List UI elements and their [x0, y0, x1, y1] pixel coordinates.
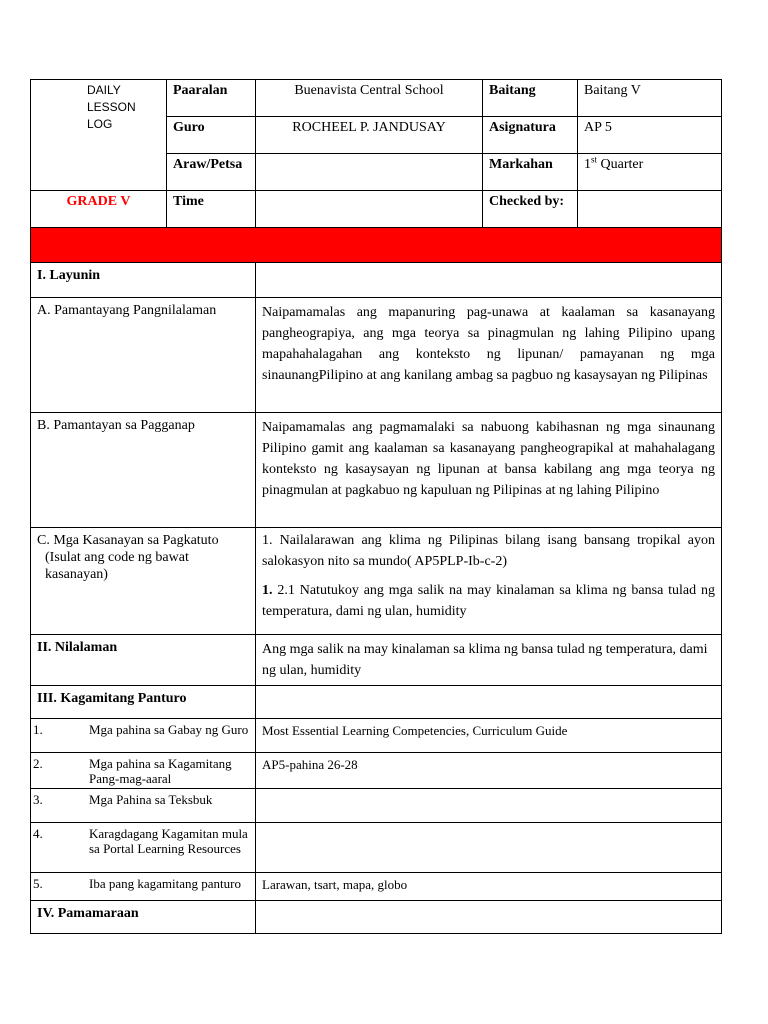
- kagamitan-item-value: Larawan, tsart, mapa, globo: [256, 873, 722, 901]
- red-separator-row: [31, 228, 722, 263]
- item-label: Mga pahina sa Gabay ng Guro: [89, 722, 249, 737]
- kagamitang-panturo-heading: III. Kagamitang Panturo: [31, 686, 256, 719]
- kasanayan-sa-pagkatuto-label: [31, 528, 256, 635]
- kagamitan-item-label: [31, 823, 256, 873]
- baitang-label: Baitang: [483, 80, 578, 117]
- pamamaraan-row: [31, 901, 722, 934]
- kagamitang-panturo-value: [256, 686, 722, 719]
- kasanayan-sa-pagkatuto-value: [256, 528, 722, 635]
- time-value: [256, 191, 483, 228]
- red-separator-bar: [31, 228, 722, 263]
- kagamitan-item-row: [31, 719, 722, 753]
- item-number: 5.: [33, 876, 43, 891]
- dll-title-line2: LESSON: [87, 100, 136, 114]
- kagamitan-item-label: [31, 873, 256, 901]
- markahan-number: 1: [584, 157, 591, 172]
- lesson-log-table: [30, 79, 722, 934]
- nilalaman-row: [31, 635, 722, 686]
- kagamitan-item-label: [31, 719, 256, 753]
- nilalaman-heading: II. Nilalaman: [31, 635, 256, 686]
- guro-label: Guro: [167, 117, 256, 154]
- layunin-value: [256, 263, 722, 298]
- time-label: Time: [167, 191, 256, 228]
- kagamitan-item-value: [256, 789, 722, 823]
- kagamitan-item-label: [31, 753, 256, 789]
- layunin-heading: I. Layunin: [31, 263, 256, 298]
- grade-label: GRADE V: [31, 191, 167, 228]
- checked-by-label: Checked by:: [483, 191, 578, 228]
- paaralan-value: Buenavista Central School: [256, 80, 483, 117]
- kasanayan-title: C. Mga Kasanayan sa Pagkatuto: [37, 533, 219, 548]
- dll-title-line3: LOG: [87, 117, 113, 131]
- item-label: Iba pang kagamitang panturo: [89, 876, 241, 891]
- pamantayang-pangnilalaman-label: A. Pamantayang Pangnilalaman: [31, 298, 256, 413]
- pamantayang-pangnilalaman-value: Naipamamalas ang mapanuring pag-unawa at kaalaman sa kasanayang pangheograpiya, ang mga teorya sa pinagmulan ng lahing Pilipino upang mapahahalagahan ang konteksto ng lipunan/ pamayanan ng mga sinaunangPilipino at ang kanilang ambag sa pagbuo ng kasaysayan ng Pilipinas: [256, 298, 722, 413]
- kasanayan-subtitle: (Isulat ang code ng bawat kasanayan): [45, 550, 189, 582]
- pamantayang-pangnilalaman-row: [31, 298, 722, 413]
- kasanayan-item-2-number: 1.: [262, 583, 273, 598]
- item-label: Mga pahina sa Kagamitang Pang-mag-aaral: [89, 756, 232, 786]
- kagamitan-item-row: [31, 823, 722, 873]
- item-number: 4.: [33, 826, 43, 841]
- markahan-quarter: Quarter: [600, 157, 644, 172]
- kagamitang-panturo-row: [31, 686, 722, 719]
- kagamitan-item-row: [31, 789, 722, 823]
- araw-value: [256, 154, 483, 191]
- kasanayan-sa-pagkatuto-row: [31, 528, 722, 635]
- kagamitan-item-value: AP5-pahina 26-28: [256, 753, 722, 789]
- nilalaman-value: Ang mga salik na may kinalaman sa klima ng bansa tulad ng temperatura, dami ng ulan, humidity: [256, 635, 722, 686]
- item-label: Mga Pahina sa Teksbuk: [89, 792, 213, 807]
- pamantayan-sa-pagganap-value: Naipamamalas ang pagmamalaki sa nabuong kabihasnan ng mga sinaunang Pilipino gamit ang kaalaman sa kasanayang pangheograpikal at mahahalagang konteksto ng kasaysayan ng lipunan at bansa kabilang ang mga teorya ng pinagmulan at pagkabuo ng kapuluan ng Pilipinas at ng lahing Pilipino: [256, 413, 722, 528]
- pamamaraan-heading: IV. Pamamaraan: [31, 901, 256, 934]
- dll-title-line1: DAILY: [87, 83, 121, 97]
- pamantayan-sa-pagganap-label: B. Pamantayan sa Pagganap: [31, 413, 256, 528]
- layunin-row: [31, 263, 722, 298]
- markahan-suffix: st: [591, 154, 598, 165]
- kagamitan-item-row: [31, 753, 722, 789]
- asignatura-label: Asignatura: [483, 117, 578, 154]
- daily-lesson-log-document: [30, 79, 721, 934]
- markahan-label: Markahan: [483, 154, 578, 191]
- kagamitan-item-value: [256, 823, 722, 873]
- checked-by-value: [578, 191, 722, 228]
- araw-label: Araw/Petsa: [167, 154, 256, 191]
- pamamaraan-value: [256, 901, 722, 934]
- paaralan-label: Paaralan: [167, 80, 256, 117]
- header-row-paaralan: [31, 80, 722, 117]
- kasanayan-item-2-text: 2.1 Natutukoy ang mga salik na may kinalaman sa klima ng bansa tulad ng temperatura, dami ng ulan, humidity: [262, 583, 715, 619]
- dll-title: [31, 80, 167, 191]
- kasanayan-item-1: 1. Nailalarawan ang klima ng Pilipinas bilang isang bansang tropikal ayon salokasyon nito sa mundo( AP5PLP-Ib-c-2): [262, 533, 715, 569]
- item-number: 3.: [33, 792, 43, 807]
- asignatura-value: AP 5: [578, 117, 722, 154]
- pamantayan-sa-pagganap-row: [31, 413, 722, 528]
- item-label: Karagdagang Kagamitan mula sa Portal Learning Resources: [89, 826, 248, 856]
- kagamitan-item-label: [31, 789, 256, 823]
- guro-value: ROCHEEL P. JANDUSAY: [256, 117, 483, 154]
- markahan-value: [578, 154, 722, 191]
- header-row-time: [31, 191, 722, 228]
- kagamitan-item-row: [31, 873, 722, 901]
- item-number: 1.: [33, 722, 43, 737]
- item-number: 2.: [33, 756, 43, 771]
- baitang-value: Baitang V: [578, 80, 722, 117]
- kagamitan-item-value: Most Essential Learning Competencies, Curriculum Guide: [256, 719, 722, 753]
- kasanayan-item-2: [262, 580, 715, 622]
